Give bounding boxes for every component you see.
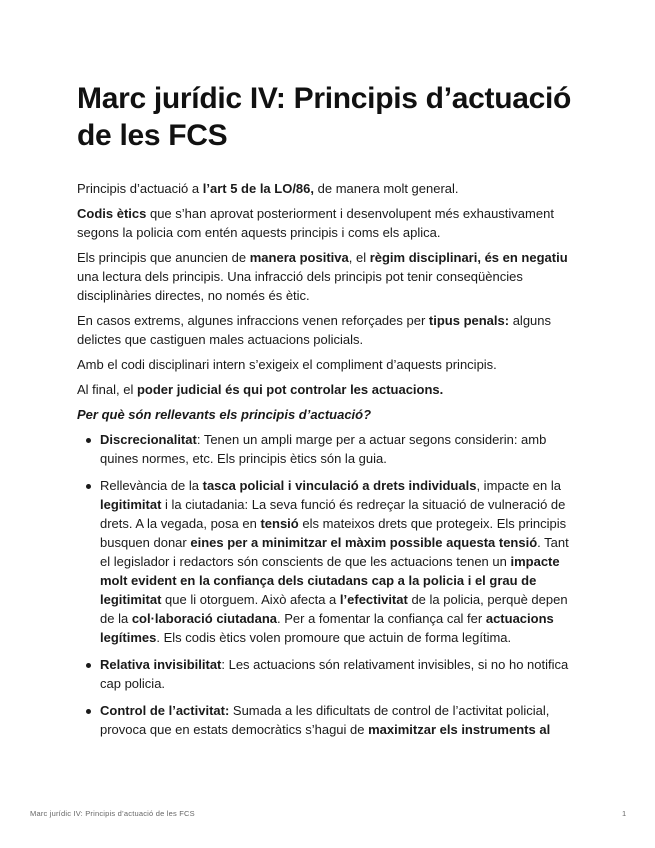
text-run: que li otorguem. Això afecta a bbox=[161, 592, 340, 607]
paragraph-2 bbox=[77, 204, 577, 242]
bold-run: tensió bbox=[260, 516, 299, 531]
bold-run: Codis ètics bbox=[77, 206, 147, 221]
text-run: Principis d’actuació a bbox=[77, 181, 203, 196]
footer-title: Marc jurídic IV: Principis d’actuació de les FCS bbox=[30, 809, 195, 818]
text-run: : Les actuacions són relativament invisibles, si no ho notifica cap policia. bbox=[100, 657, 569, 691]
text-run: . Per a fomentar la confiança cal fer bbox=[277, 611, 486, 626]
text-run: : Tenen un ampli marge per a actuar segons considerin: amb quines normes, etc. Els principis ètics són la guia. bbox=[100, 432, 547, 466]
paragraph-1 bbox=[77, 179, 577, 198]
bold-run: maximitzar els instruments al bbox=[368, 722, 551, 737]
bold-run: tasca policial i vinculació a drets individuals bbox=[202, 478, 477, 493]
text-run: Els principis que anuncien de bbox=[77, 250, 250, 265]
text-run: Al final, el bbox=[77, 382, 137, 397]
list-item bbox=[100, 430, 577, 468]
bold-run: col·laboració ciutadana bbox=[131, 611, 278, 626]
bold-run: tipus penals: bbox=[428, 313, 510, 328]
list-item bbox=[100, 701, 577, 739]
text-run: i la ciutadania: La seva funció és redreçar la situació de vulneració de drets. A la vegada, posa en bbox=[100, 497, 566, 531]
list-item bbox=[100, 476, 577, 647]
bold-run: Relativa invisibilitat bbox=[100, 657, 222, 672]
text-run: una lectura dels principis. Una infracció dels principis pot tenir conseqüències disciplinàries directes, no només és ètic. bbox=[77, 269, 523, 303]
bold-run: impacte molt evident en la confiança dels ciutadans cap a la policia i el grau de legitimitat bbox=[100, 554, 560, 607]
text-run: , el bbox=[348, 250, 370, 265]
bold-run: actuacions legítimes bbox=[100, 611, 554, 645]
paragraph-5 bbox=[77, 355, 577, 374]
page-title: Marc jurídic IV: Principis d’actuació de les FCS bbox=[77, 82, 572, 152]
text-run: que s’han aprovat posteriorment i desenvolupent més exhaustivament segons la policia com entén aquests principis i coms els aplica. bbox=[77, 206, 554, 240]
text-run: Rellevància de la bbox=[100, 478, 203, 493]
paragraph-4 bbox=[77, 311, 577, 349]
text-run: alguns delictes que castiguen males actuacions policials. bbox=[77, 313, 552, 347]
bullet-list bbox=[77, 430, 577, 739]
text-run: , impacte en la bbox=[476, 478, 561, 493]
section-question: Per què són rellevants els principis d’actuació? bbox=[77, 407, 372, 422]
text-run: de manera molt general. bbox=[314, 181, 459, 196]
bold-run: l’art 5 de la LO/86, bbox=[202, 181, 315, 196]
bold-run: manera positiva bbox=[249, 250, 349, 265]
paragraph-3 bbox=[77, 248, 577, 305]
text-run: de la policia, perquè depen de la bbox=[100, 592, 568, 626]
list-item bbox=[100, 655, 577, 693]
bold-run: Discrecionalitat bbox=[100, 432, 197, 447]
text-run: En casos extrems, algunes infraccions venen reforçades per bbox=[77, 313, 429, 328]
text-run: Amb el codi disciplinari intern s’exigeix el compliment d’aquests principis. bbox=[77, 357, 497, 372]
bold-run: Control de l’activitat: bbox=[100, 703, 230, 718]
document-body bbox=[77, 179, 577, 747]
page-number: 1 bbox=[622, 809, 627, 818]
bold-run: règim disciplinari, és en negatiu bbox=[369, 250, 568, 265]
bold-run: poder judicial és qui pot controlar les actuacions. bbox=[136, 382, 444, 397]
bold-run: l’efectivitat bbox=[339, 592, 408, 607]
bold-run: legitimitat bbox=[100, 497, 162, 512]
text-run: . Tant el legislador i redactors són conscients de que les actuacions tenen un bbox=[100, 535, 569, 569]
text-run: Sumada a les dificultats de control de l’activitat policial, provoca que en estats democràtics s’hagui de bbox=[100, 703, 550, 737]
text-run: . Els codis ètics volen promoure que actuin de forma legítima. bbox=[156, 630, 512, 645]
bold-run: eines per a minimitzar el màxim possible aquesta tensió bbox=[190, 535, 538, 550]
text-run: els mateixos drets que protegeix. Els principis busquen donar bbox=[100, 516, 567, 550]
paragraph-6 bbox=[77, 380, 577, 399]
